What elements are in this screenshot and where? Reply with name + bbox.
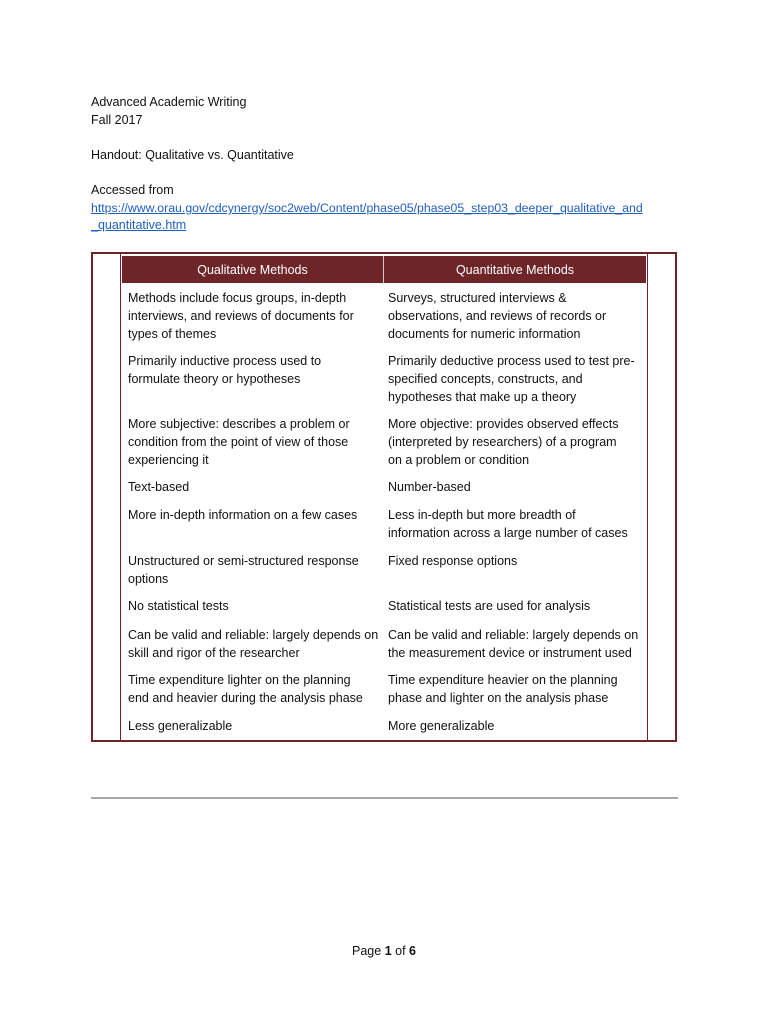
qualitative-cell: Can be valid and reliable: largely depends on skill and rigor of the researcher — [128, 628, 379, 660]
quantitative-cell: Surveys, structured interviews & observations, and reviews of records or documents for numeric information — [388, 291, 607, 341]
quantitative-cell: Fixed response options — [388, 554, 518, 568]
qualitative-cell: Primarily inductive process used to formulate theory or hypotheses — [128, 354, 322, 386]
quantitative-cell: Primarily deductive process used to test pre- specified concepts, constructs, and hypotheses that make up a theory — [388, 354, 635, 404]
qualitative-cell: Methods include focus groups, in-depth interviews, and reviews of documents for types of themes — [128, 291, 354, 341]
page-word: Page — [352, 944, 382, 958]
table-row — [128, 597, 648, 615]
page-counter — [0, 942, 768, 960]
source-link-line-2[interactable]: _quantitative.htm — [91, 218, 187, 232]
qualitative-cell: Time expenditure lighter on the planning end and heavier during the analysis phase — [128, 673, 363, 705]
quantitative-cell: More generalizable — [388, 719, 495, 733]
table-row — [128, 415, 648, 469]
table-row — [128, 478, 648, 496]
qualitative-cell: No statistical tests — [128, 599, 229, 613]
of-word: of — [395, 944, 406, 958]
qualitative-cell: More subjective: describes a problem or condition from the point of view of those experiencing it — [128, 417, 350, 467]
qualitative-cell: More in-depth information on a few cases — [128, 508, 358, 522]
footer-divider — [91, 797, 678, 799]
qualitative-cell: Unstructured or semi-structured response options — [128, 554, 359, 586]
total-pages-number: 6 — [409, 944, 416, 958]
term-label: Fall 2017 — [91, 113, 143, 127]
comparison-table-header — [122, 256, 646, 283]
table-row — [128, 717, 648, 735]
table-row — [128, 671, 648, 707]
qualitative-cell: Text-based — [128, 480, 190, 494]
table-row — [128, 506, 648, 542]
quantitative-column-header: Quantitative Methods — [455, 262, 575, 277]
course-title: Advanced Academic Writing — [91, 95, 247, 109]
table-row — [128, 626, 648, 662]
accessed-label: Accessed from — [91, 183, 174, 197]
quantitative-cell: Time expenditure heavier on the planning phase and lighter on the analysis phase — [388, 673, 618, 705]
qualitative-cell: Less generalizable — [128, 719, 233, 733]
table-row — [128, 289, 648, 343]
source-link-line-1[interactable]: https://www.orau.gov/cdcynergy/soc2web/Content/phase05/phase05_step03_deeper_qualitative_and — [91, 201, 643, 215]
qualitative-column-header: Qualitative Methods — [122, 256, 384, 283]
quantitative-cell: More objective: provides observed effects (interpreted by researchers) of a program on a problem or condition — [388, 417, 619, 467]
quantitative-cell: Less in-depth but more breadth of information across a large number of cases — [388, 508, 628, 540]
quantitative-cell: Number-based — [388, 480, 471, 494]
current-page-number: 1 — [384, 944, 392, 958]
handout-title: Handout: Qualitative vs. Quantitative — [91, 148, 294, 162]
quantitative-cell: Can be valid and reliable: largely depends on the measurement device or instrument used — [388, 628, 639, 660]
quantitative-cell: Statistical tests are used for analysis — [388, 599, 591, 613]
table-row — [128, 552, 648, 588]
table-row — [128, 352, 648, 406]
